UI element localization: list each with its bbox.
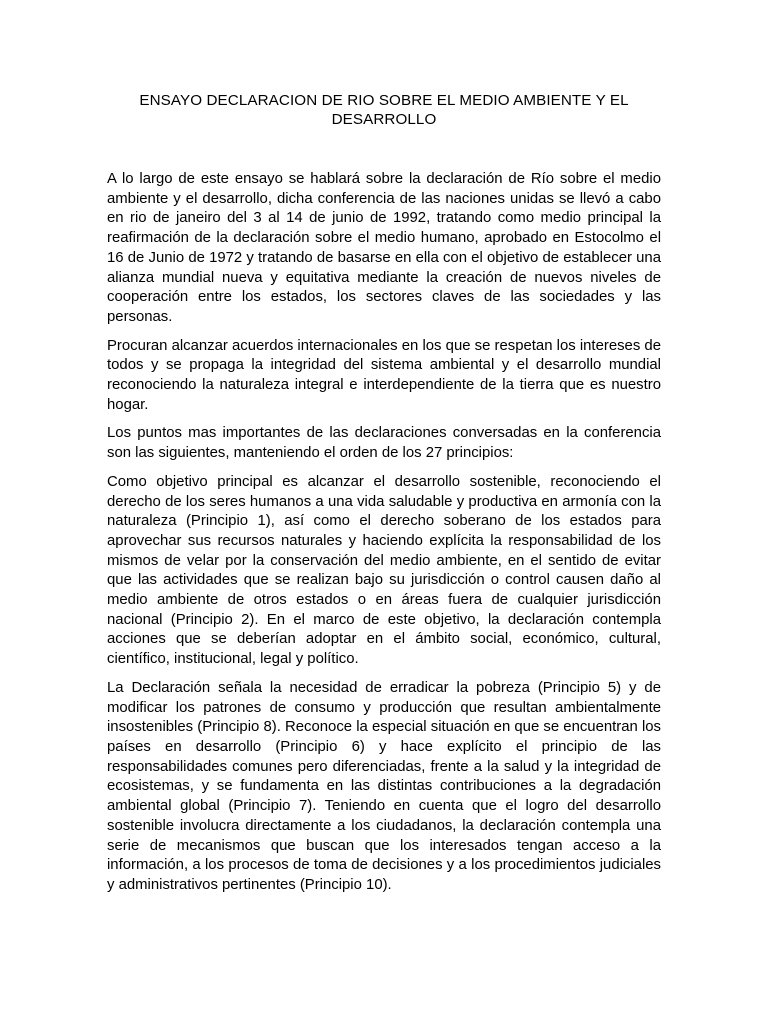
paragraph-main-objective: Como objetivo principal es alcanzar el desarrollo sostenible, reconociendo el derecho de los seres humanos a una vida saludable y productiva en armonía con la naturaleza (Principio 1), así como el derecho soberano de los estados para aprovechar sus recursos naturales y haciendo explícita la responsabilidad de los mismos de velar por la conservación del medio ambiente, en el sentido de evitar que las actividades que se realizan bajo su jurisdicción o control causen daño al medio ambiente de otros estados o en áreas fuera de cualquier jurisdicción nacional (Principio 2). En el marco de este objetivo, la declaración contempla acciones que se deberían adoptar en el ámbito social, económico, cultural, científico, institucional, legal y político. bbox=[107, 473, 661, 668]
document-body bbox=[107, 170, 661, 905]
paragraph-poverty-declaration: La Declaración señala la necesidad de erradicar la pobreza (Principio 5) y de modificar los patrones de consumo y producción que resultan ambientalmente insostenibles (Principio 8). Reconoce la especial situación en que se encuentran los países en desarrollo (Principio 6) y hace explícito el principio de las responsabilidades comunes pero diferenciadas, frente a la salud y la integridad de ecosistemas, y se fundamenta en las distintas contribuciones a la degradación ambiental global (Principio 7). Teniendo en cuenta que el logro del desarrollo sostenible involucra directamente a los ciudadanos, la declaración contempla una serie de mecanismos que buscan que los interesados tengan acceso a la información, a los procesos de toma de decisiones y a los procedimientos judiciales y administrativos pertinentes (Principio 10). bbox=[107, 679, 661, 893]
paragraph-introduction: A lo largo de este ensayo se hablará sobre la declaración de Río sobre el medio ambiente y el desarrollo, dicha conferencia de las naciones unidas se llevó a cabo en rio de janeiro del 3 al 14 de junio de 1992, tratando como medio principal la reafirmación de la declaración sobre el medio humano, aprobado en Estocolmo el 16 de Junio de 1972 y tratando de basarse en ella con el objetivo de establecer una alianza mundial nueva y equitativa mediante la creación de nuevos niveles de cooperación entre los estados, los sectores claves de las sociedades y las personas. bbox=[107, 171, 661, 325]
document-title: ENSAYO DECLARACION DE RIO SOBRE EL MEDIO AMBIENTE Y EL DESARROLLO bbox=[139, 92, 629, 128]
paragraph-key-points: Los puntos mas importantes de las declaraciones conversadas en la conferencia son las siguientes, manteniendo el orden de los 27 principios: bbox=[107, 425, 661, 462]
paragraph-agreements: Procuran alcanzar acuerdos internacionales en los que se respetan los intereses de todos y se propaga la integridad del sistema ambiental y el desarrollo mundial reconociendo la naturaleza integral e interdependiente de la tierra que es nuestro hogar. bbox=[107, 337, 661, 413]
